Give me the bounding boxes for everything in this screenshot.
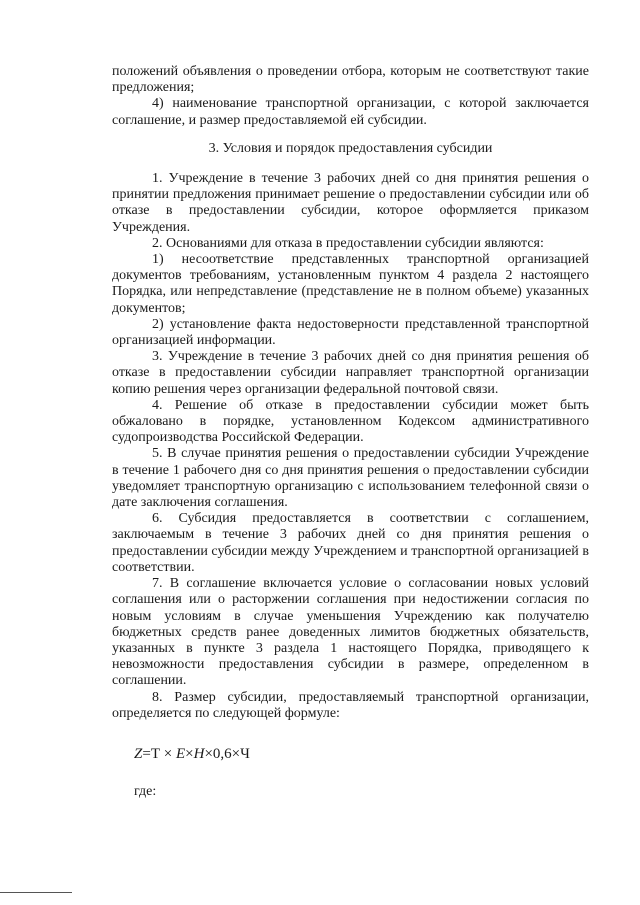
formula-e: E bbox=[175, 745, 186, 762]
formula-h: H bbox=[193, 745, 205, 762]
paragraph-8: 8. Размер субсидии, предоставляемый транспортной организации, определяется по следующей формуле: bbox=[112, 689, 589, 721]
where-label: где: bbox=[134, 784, 157, 800]
subsidy-formula bbox=[134, 746, 589, 762]
formula-times: × bbox=[163, 745, 173, 762]
paragraph-5: 5. В случае принятия решения о предоставлении субсидии Учреждение в течение 1 рабочего дня со дня принятия решения о предоставлении субсидии уведомляет транспортную организацию с использованием телефонной связи о дате заключения соглашения. bbox=[112, 446, 589, 511]
paragraph-1: 1. Учреждение в течение 3 рабочих дней со дня принятия решения о принятии предложения принимает решение о предоставлении субсидии или об отказе в предоставлении субсидии, которое оформляется приказом Учреждения. bbox=[112, 171, 589, 235]
footnote-divider bbox=[0, 892, 72, 893]
formula-coefficient: 0,6 bbox=[212, 745, 232, 762]
document-body bbox=[112, 64, 589, 800]
paragraph-4: 4. Решение об отказе в предоставлении субсидии может быть обжаловано в порядке, установленном Кодексом административного судопроизводства Российской Федерации. bbox=[112, 397, 589, 446]
section-heading: 3. Условия и порядок предоставления субсидии bbox=[208, 140, 493, 156]
paragraph-3: 3. Учреждение в течение 3 рабочих дней со дня принятия решения об отказе в предоставлении субсидии направляет транспортной организации копию решения через организации федеральной почтовой связи. bbox=[112, 349, 589, 397]
paragraph-7: 7. В соглашение включается условие о согласовании новых условий соглашения или о расторжении соглашения при недостижении согласия по новым условиям в случае уменьшения Учреждению как получателю бюджетных средств ранее доведенных лимитов бюджетных обязательств, указанных в пункте 3 раздела 1 настоящего Порядка, приводящего к невозможности предоставления субсидии в размере, определенном в соглашении. bbox=[112, 576, 589, 689]
formula-times: × bbox=[204, 745, 213, 762]
paragraph-2-item-2: 2) установление факта недостоверности представленной транспортной организацией информации. bbox=[112, 316, 589, 349]
formula-ch: Ч bbox=[240, 745, 250, 762]
formula-times: × bbox=[231, 745, 241, 762]
formula-t: Т bbox=[150, 745, 160, 762]
paragraph-item-4: 4) наименование транспортной организации, с которой заключается соглашение, и размер предоставляемой ей субсидии. bbox=[112, 96, 589, 128]
paragraph-6: 6. Субсидия предоставляется в соответствии с соглашением, заключаемым в течение 3 рабочих дней со дня принятия решения о предоставлении субсидии между Учреждением и транспортной организацией в соответствии. bbox=[112, 511, 589, 575]
formula-equals: = bbox=[142, 745, 151, 762]
paragraph-2-item-1: 1) несоответствие представленных транспортной организацией документов требованиям, установленным пунктом 4 раздела 2 настоящего Порядка, или непредставление (представление не в полном объеме) указанных документов; bbox=[112, 252, 589, 316]
paragraph-continuation: положений объявления о проведении отбора, которым не соответствуют такие предложения; bbox=[112, 64, 589, 96]
formula-z: Z bbox=[134, 745, 143, 762]
paragraph-2: 2. Основаниями для отказа в предоставлении субсидии являются: bbox=[152, 235, 544, 251]
formula-times: × bbox=[185, 745, 194, 762]
